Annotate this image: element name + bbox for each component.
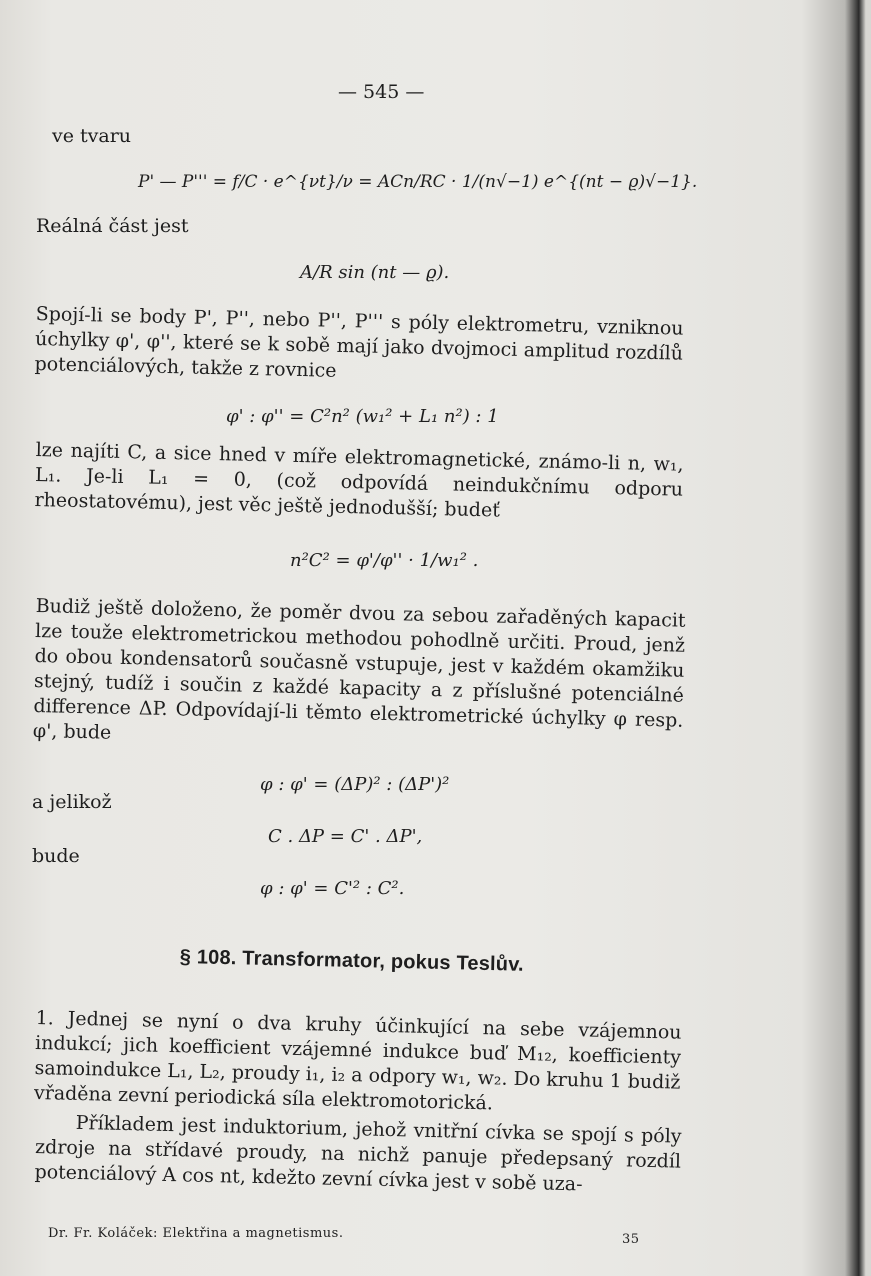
- footer-signature: 35: [622, 1232, 640, 1247]
- equation: φ : φ' = (ΔP)² : (ΔP')²: [260, 774, 450, 795]
- text-line: a jelikož: [32, 791, 112, 813]
- equation: A/R sin (nt — ϱ).: [300, 262, 450, 283]
- paragraph: Příkladem jest induktorium, jehož vnitřní cívka se spojí s póly zdroje na střídavé proudy, na nichž panuje předepsaný rozdíl potenciálový A cos nt, kdežto zevní cívka jest v sobě uza-: [34, 1111, 682, 1196]
- text-line: bude: [32, 845, 80, 867]
- equation: n²C² = φ'/φ'' · 1/w₁² .: [290, 550, 479, 571]
- paragraph: 1. Jednej se nyní o dva kruhy účinkující na sebe vzájemnou indukcí; jich koefficient vzájemné indukce buď M₁₂, koefficienty samoindukce L₁, L₂, proudy i₁, i₂ a odpory w₁, w₂. Do kruhu 1 budiž vřaděna zevní periodická síla elektromotorická.: [33, 1006, 682, 1115]
- footer-title: Dr. Fr. Koláček: Elektřina a magnetismus.: [48, 1226, 344, 1241]
- paragraph: Spojí-li se body P', P'', nebo P'', P''' s póly elektrometru, vzniknou úchylky φ', φ'', které se k sobě mají jako dvojmoci amplitud rozdílů potenciálových, takže z rovnice: [34, 302, 684, 382]
- section-heading: § 108. Transformator, pokus Teslův.: [179, 946, 525, 976]
- text-line: Reálná část jest: [36, 215, 189, 237]
- page-number: — 545 —: [338, 81, 425, 103]
- equation: C . ΔP = C' . ΔP',: [268, 826, 423, 847]
- text-line: ve tvaru: [52, 125, 132, 147]
- paragraph: lze najíti C, a sice hned v míře elektromagnetické, známo-li n, w₁, L₁. Je-li L₁ = 0, (což odpovídá neindukčnímu odporu rheostatovému), jest věc ještě jednodušší; budeť: [34, 438, 684, 522]
- equation: φ : φ' = C'² : C².: [260, 878, 405, 899]
- equation: P' — P''' = f/C · e^{νt}/ν = ACn/RC · 1/(n√−1) e^{(nt − ϱ)√−1}.: [138, 172, 698, 192]
- paragraph: Budiž ještě doloženo, že poměr dvou za sebou zařaděných kapacit lze touže elektrometrickou methodou pohodlně určiti. Proud, jenž do obou kondensatorů současně vstupuje, jest v každém okamžiku stejný, tudíž i součin z každé kapacity a z příslušné potenciálné difference ΔP. Odpovídají-li těmto elektrometrické úchylky φ resp. φ', bude: [32, 594, 686, 744]
- equation: φ' : φ'' = C²n² (w₁² + L₁ n²) : 1: [226, 406, 499, 427]
